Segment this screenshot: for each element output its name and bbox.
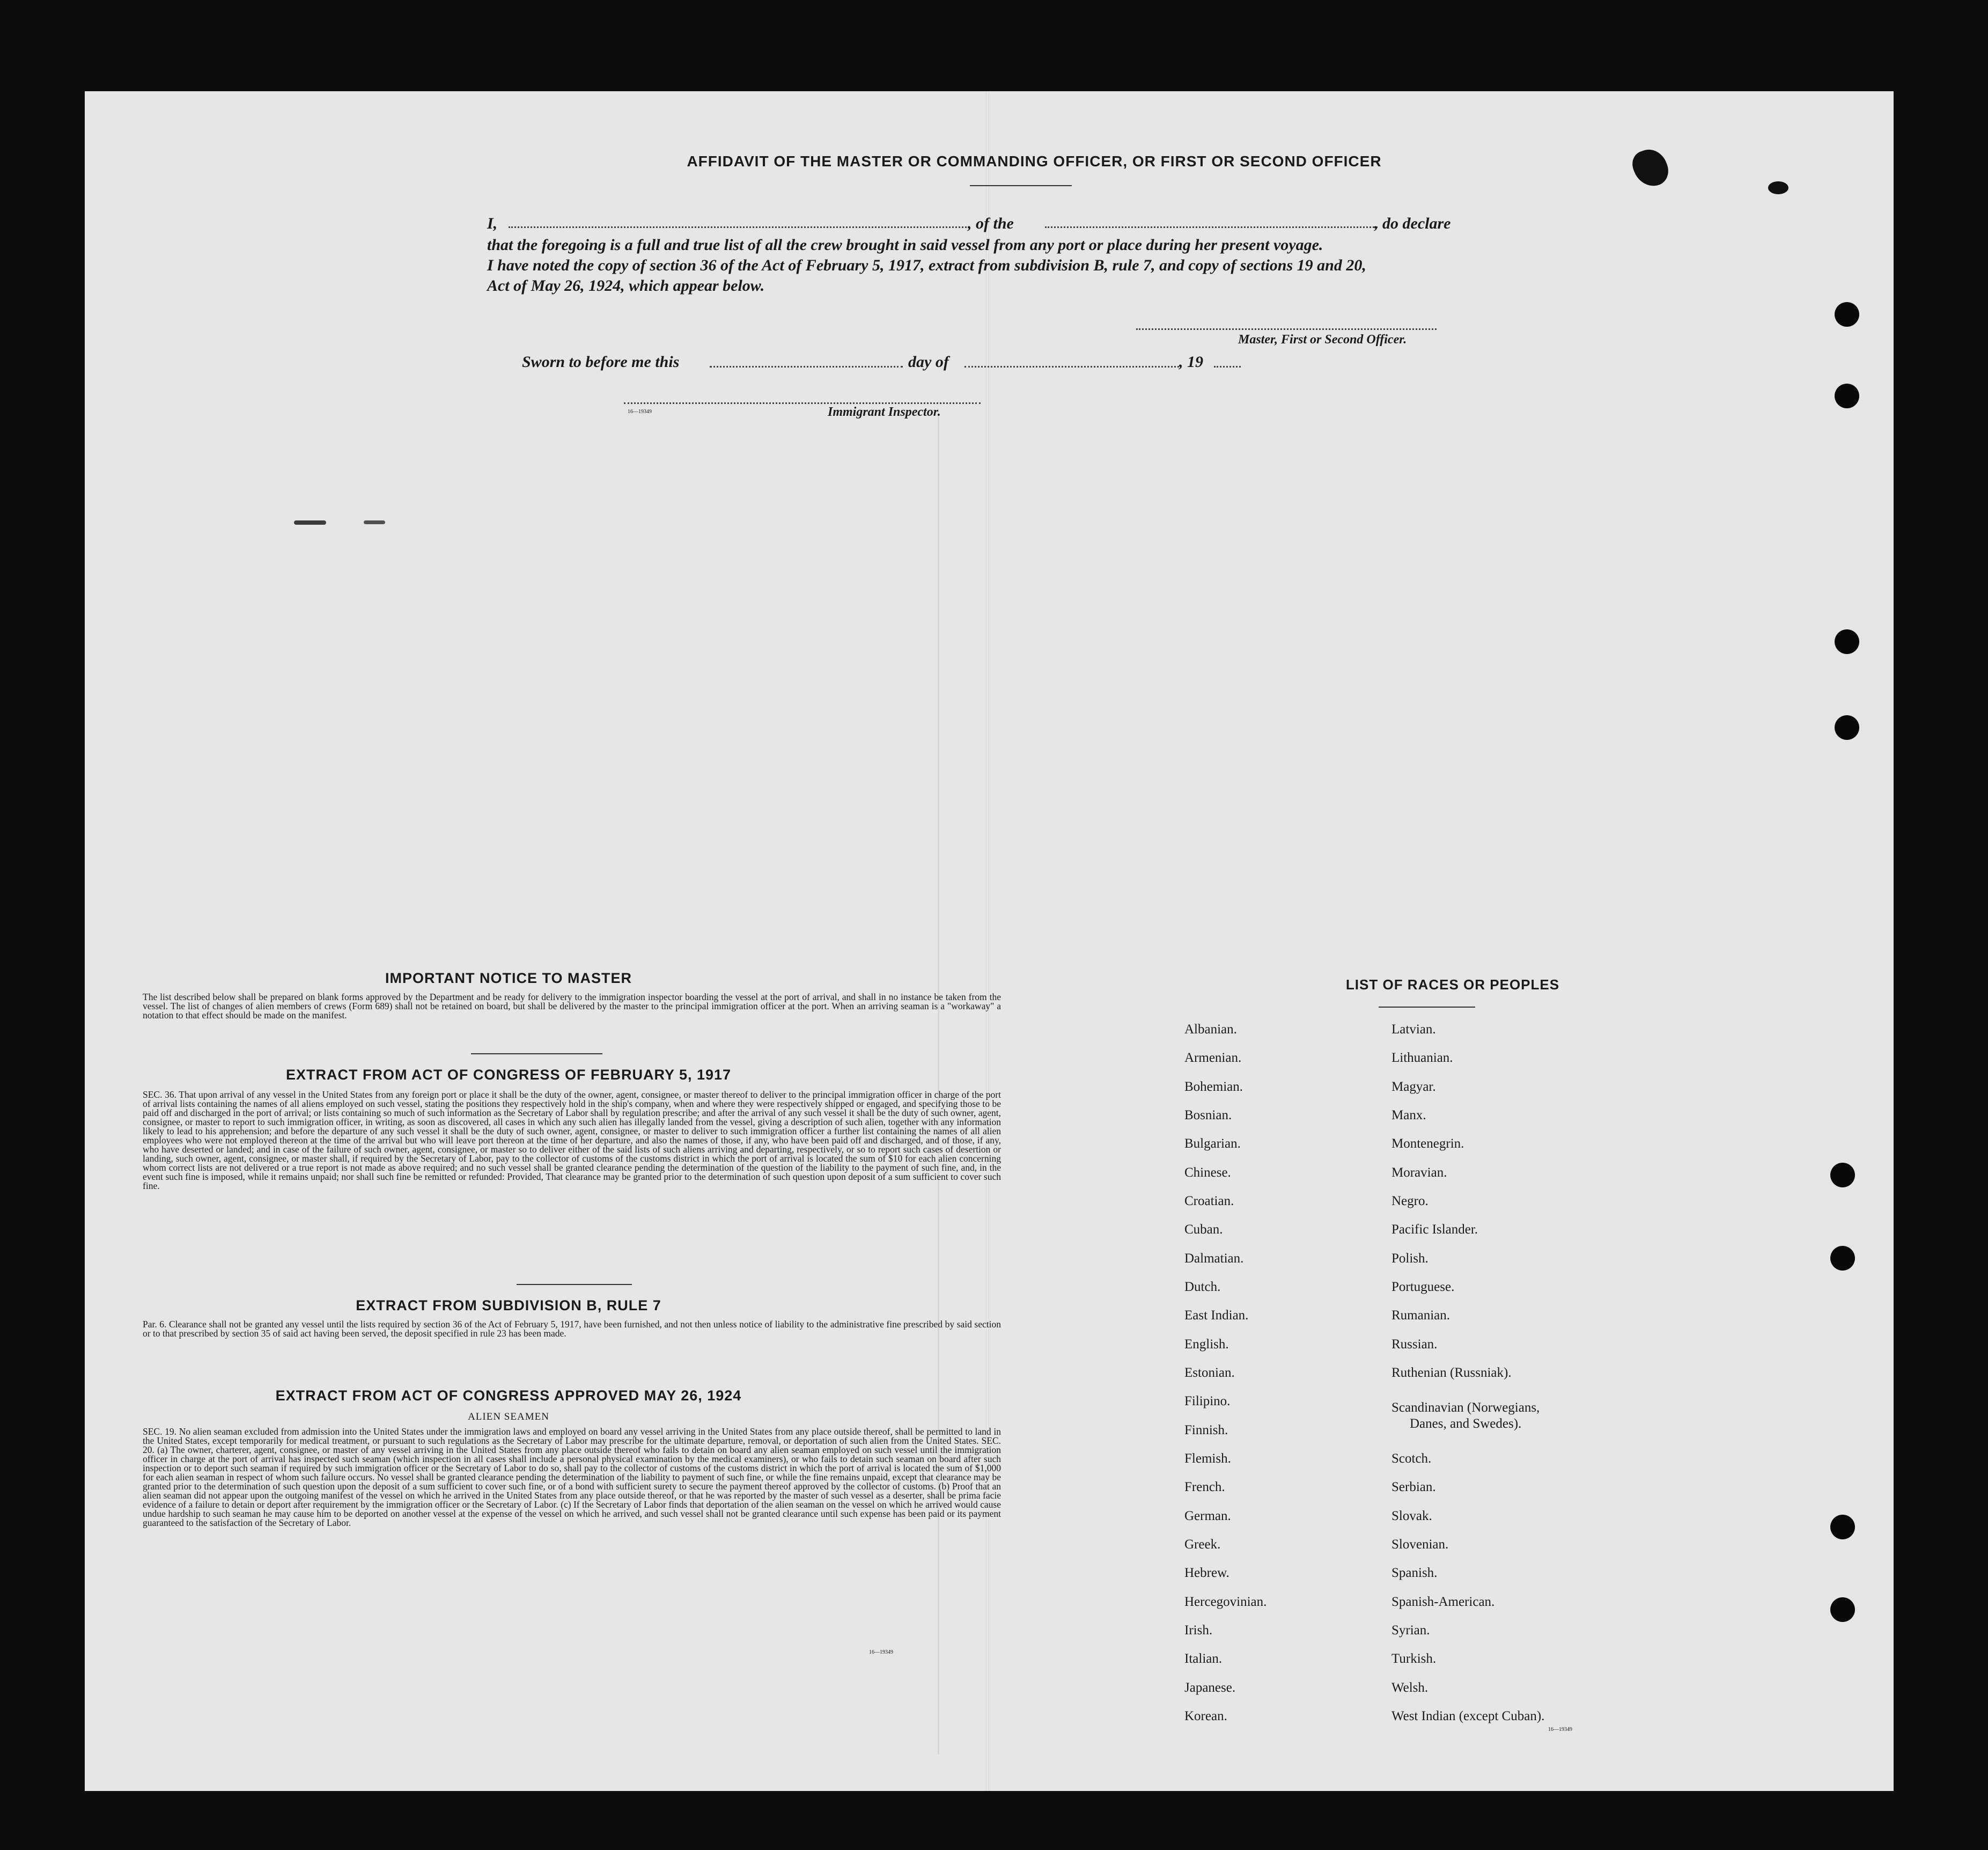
notice-title: IMPORTANT NOTICE TO MASTER — [385, 970, 632, 986]
punch-hole — [1835, 715, 1859, 740]
race-left: Croatian. — [1184, 1194, 1234, 1208]
extract-1917-text: SEC. 36. That upon arrival of any vessel in the United States from any foreign port or place it shall be the duty of the owner, agent, consignee, or master thereof to deliver to the principal immigration officer in charge of the port of arrival lists containing the names of all aliens employed on such vessel, stating the positions they respectively hold in the ship's company, when and where they were respectively shipped or engaged, and specifying those to be paid off and discharged in the port of arrival; or lists containing so much of such information as the Secretary of Labor shall by regulation prescribe; and after the arrival of any such vessel it shall be the duty of such owner, agent, consignee, or master to report to such immigration officer, in writing, as soon as discovered, all cases in which any such alien has illegally landed from the vessel, giving a description of such alien, together with any information likely to lead to his apprehension; and before the departure of any such vessel it shall be the duty of such owner, agent, consignee, or master to deliver to such immigration officer a further list containing the names of all alien employees who were not employed thereon at the time of the arrival but who will leave port thereon at the time of her departure, and also the names of those, if any, who have been paid off and discharged, and of those, if any, who have deserted or landed; and in case of the failure of such owner, agent, consignee, or master so to deliver either of the said lists of such aliens arriving and departing, respectively, or so to report such cases of desertion or landing, such owner, agent, consignee, or master shall, if required by the Secretary of Labor, pay to the collector of customs of the customs district in which the port of arrival is located the sum of $10 for each alien concerning whom correct lists are not delivered or a true report is not made as above required; and no such vessel shall be granted clearance pending the determination of the question of the liability to the payment of such fine, and, in the event such fine is imposed, while it remains unpaid; nor shall such fine be remitted or refunded: Provided, That clearance may be granted prior to the determination of such question upon deposit of a sum sufficient to cover such fine. — [143, 1089, 1001, 1191]
form-number: 16—19349 — [628, 409, 652, 415]
race-left: Japanese. — [1184, 1680, 1236, 1695]
sworn-year-blank — [1214, 366, 1241, 368]
master-signature-label: Master, First or Second Officer. — [1238, 333, 1407, 347]
punch-hole — [1830, 1246, 1855, 1271]
punch-hole — [1835, 384, 1859, 408]
race-left: Chinese. — [1184, 1165, 1231, 1180]
race-left: Korean. — [1184, 1709, 1227, 1723]
race-right: Pacific Islander. — [1391, 1222, 1478, 1237]
punch-hole — [1835, 629, 1859, 654]
race-left: Cuban. — [1184, 1222, 1223, 1237]
sworn-month-blank — [964, 366, 1179, 368]
race-left: Bulgarian. — [1184, 1136, 1241, 1151]
race-right: Polish. — [1391, 1251, 1429, 1266]
sworn-day-label: day of — [908, 353, 949, 371]
sworn-prefix: Sworn to before me this — [522, 353, 680, 371]
races-title: LIST OF RACES OR PEOPLES — [1345, 977, 1560, 993]
race-right: Slovak. — [1391, 1509, 1432, 1523]
sworn-day-blank — [710, 366, 903, 368]
race-left: German. — [1184, 1509, 1231, 1523]
extract-1917-title: EXTRACT FROM ACT OF CONGRESS OF FEBRUARY 5, 1917 — [285, 1067, 732, 1083]
race-left: Italian. — [1184, 1651, 1223, 1666]
race-left: French. — [1184, 1480, 1225, 1494]
race-left: Flemish. — [1184, 1451, 1231, 1466]
race-left: Bohemian. — [1184, 1080, 1243, 1094]
race-right: Lithuanian. — [1391, 1051, 1453, 1065]
race-right: Negro. — [1391, 1194, 1429, 1208]
name-blank-line — [509, 226, 970, 228]
race-left: Filipino. — [1184, 1394, 1231, 1408]
race-left: Greek. — [1184, 1537, 1221, 1552]
vessel-blank-line — [1045, 226, 1378, 228]
punch-hole — [1830, 1163, 1855, 1187]
race-right: Danes, and Swedes). — [1410, 1416, 1522, 1431]
race-left: Estonian. — [1184, 1366, 1235, 1380]
form-number: 16—19349 — [869, 1649, 893, 1655]
ink-blot — [1768, 181, 1788, 194]
rule7-title: EXTRACT FROM SUBDIVISION B, RULE 7 — [356, 1297, 661, 1313]
race-right: Scandinavian (Norwegians, — [1391, 1400, 1540, 1415]
ink-smudge — [294, 520, 326, 525]
race-right: Spanish. — [1391, 1566, 1438, 1580]
master-signature-line — [1136, 328, 1437, 330]
race-left: Dutch. — [1184, 1280, 1221, 1294]
race-right: Serbian. — [1391, 1480, 1436, 1494]
affidavit-line-1-mid: , of the — [968, 215, 1014, 232]
title-rule — [970, 185, 1072, 186]
rule7-text: Par. 6. Clearance shall not be granted any vessel until the lists required by section 36 of the Act of February 5, 1917, have been furnished, and not then unless notice of liability to the administrative fine prescribed by said section or to that prescribed by section 35 of said act having been served, the deposit specified in rule 23 has been made. — [143, 1319, 1001, 1339]
section-divider — [517, 1284, 632, 1285]
race-right: Welsh. — [1391, 1680, 1429, 1695]
race-right: Russian. — [1391, 1337, 1438, 1352]
race-right: Moravian. — [1391, 1165, 1447, 1180]
affidavit-line-1-end: , do declare — [1374, 215, 1451, 232]
race-right: Magyar. — [1391, 1080, 1436, 1094]
race-right: Portuguese. — [1391, 1280, 1455, 1294]
race-right: Latvian. — [1391, 1022, 1436, 1037]
race-left: Bosnian. — [1184, 1108, 1232, 1122]
inspector-signature-label: Immigrant Inspector. — [828, 405, 941, 419]
race-right: Turkish. — [1391, 1651, 1437, 1666]
sworn-year-label: , 19 — [1179, 353, 1203, 371]
affidavit-line-4: Act of May 26, 1924, which appear below. — [487, 277, 765, 295]
document-page — [85, 91, 1894, 1791]
race-left: English. — [1184, 1337, 1229, 1352]
race-left: Armenian. — [1184, 1051, 1242, 1065]
race-right: Ruthenian (Russniak). — [1391, 1366, 1512, 1380]
page-crease — [938, 413, 939, 1754]
race-left: Hercegovinian. — [1184, 1595, 1267, 1609]
race-right: Montenegrin. — [1391, 1136, 1464, 1151]
affidavit-line-3: I have noted the copy of section 36 of the Act of February 5, 1917, extract from subdivision B, rule 7, and copy of sections 19 and 20, — [487, 256, 1366, 274]
race-left: Hebrew. — [1184, 1566, 1229, 1580]
notice-text: The list described below shall be prepared on blank forms approved by the Department and be ready for delivery to the immigration inspector boarding the vessel at the port of arrival, and shall in no instance be taken from the vessel. The list of changes of alien members of crews (Form 689) shall not be retained on board, but shall be delivered by the master to the principal immigration officer at the port. When an arriving seaman is a "workaway" a notation to that effect should be made on the manifest. — [143, 992, 1001, 1021]
race-right: Spanish-American. — [1391, 1595, 1495, 1609]
race-right: Scotch. — [1391, 1451, 1432, 1466]
race-right: Syrian. — [1391, 1623, 1430, 1638]
extract-1924-title: EXTRACT FROM ACT OF CONGRESS APPROVED MAY 26, 1924 — [275, 1387, 742, 1404]
race-left: Dalmatian. — [1184, 1251, 1244, 1266]
race-left: Irish. — [1184, 1623, 1213, 1638]
affidavit-line-2: that the foregoing is a full and true list of all the crew brought in said vessel from any port or place during her present voyage. — [487, 236, 1323, 254]
page-fold — [986, 91, 989, 1791]
extract-1924-subtitle: ALIEN SEAMEN — [468, 1411, 549, 1422]
extract-1924-text: SEC. 19. No alien seaman excluded from admission into the United States under the immigration laws and employed on board any vessel arriving in the United States from any place outside thereof, shall be permitted to land in the United States, except temporarily for medical treatment, or pursuant to such regulations as the Secretary of Labor may prescribe for the ultimate departure, removal, or deportation of such alien from the United States. SEC. 20. (a) The owner, charterer, agent, consignee, or master of any vessel arriving in the United States from any place outside thereof who fails to detain on board any alien seaman employed on such vessel until the immigration officer in charge at the port of arrival has inspected such seaman (which inspection in all cases shall include a personal physical examination by the medical examiners), or who fails to detain such seaman on board after such inspection or to deport such seaman if required by such immigration officer or the Secretary of Labor to do so, shall pay to the collector of customs of the customs district in which the port of arrival is located the sum of $1,000 for each alien seaman in respect of whom such failure occurs. No vessel shall be granted clearance pending the determination of the liability to payment of such fine, or while the fine remains unpaid, except that clearance may be granted prior to the determination of such question upon the deposit of a sum sufficient to cover such fine, or of a bond with sufficient surety to secure the payment thereof approved by the collector of customs. (b) Proof that an alien seaman did not appear upon the outgoing manifest of the vessel on which he arrived in the United States from any place outside thereof, or that he was reported by the master of such vessel as a deserter, shall be prima facie evidence of a failure to detain or deport after requirement by the immigration officer or the Secretary of Labor. (c) If the Secretary of Labor finds that deportation of the alien seaman on the vessel on which he arrived would cause undue hardship to such seaman he may cause him to be deported on another vessel at the expense of the vessel on which he arrived, and such vessel shall not be granted clearance until such expense has been paid or its payment guaranteed to the satisfaction of the Secretary of Labor. — [143, 1426, 1001, 1528]
punch-hole — [1830, 1597, 1855, 1622]
race-right: Slovenian. — [1391, 1537, 1449, 1552]
race-right: Manx. — [1391, 1108, 1426, 1122]
section-divider — [471, 1053, 602, 1054]
ink-smudge — [364, 520, 385, 524]
affidavit-line-1-start: I, — [487, 215, 498, 232]
race-right: Rumanian. — [1391, 1308, 1450, 1323]
punch-hole — [1830, 1515, 1855, 1539]
race-left: East Indian. — [1184, 1308, 1249, 1323]
form-number: 16—19349 — [1548, 1727, 1572, 1732]
punch-hole — [1835, 302, 1859, 327]
inspector-signature-line — [624, 402, 981, 404]
title-rule — [1379, 1007, 1475, 1008]
race-left: Albanian. — [1184, 1022, 1237, 1037]
race-left: Finnish. — [1184, 1423, 1228, 1437]
race-right: West Indian (except Cuban). — [1391, 1709, 1545, 1723]
affidavit-title: AFFIDAVIT OF THE MASTER OR COMMANDING OFFICER, OR FIRST OR SECOND OFFICER — [687, 153, 1382, 170]
